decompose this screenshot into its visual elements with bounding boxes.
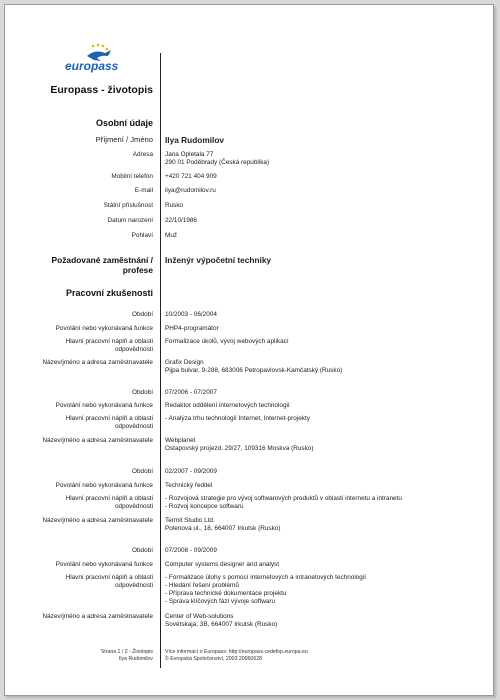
duties-label xyxy=(5,415,153,431)
employer-label: Název/jméno a adresa zaměstnavatele xyxy=(42,437,153,444)
address-value xyxy=(165,151,485,167)
duties-label-line: odpovědnosti xyxy=(114,423,153,430)
employer-name: Termit Studio Ltd. xyxy=(165,517,215,524)
employer-value xyxy=(165,437,485,453)
section-experience-title: Pracovní zkušenosti xyxy=(65,288,153,298)
dob-label: Datum narození xyxy=(107,217,153,224)
gender-label: Pohlaví xyxy=(131,232,153,239)
duties-value xyxy=(165,574,485,606)
duty-item: - Příprava technické dokumentace projektu xyxy=(165,590,287,597)
footer-copyright-text: © Evropská Společenství, 2003 20060628 xyxy=(165,656,262,662)
duties-label xyxy=(5,495,153,511)
desired-position-value: Inženýr výpočetní techniky xyxy=(165,255,272,265)
period-label: Období xyxy=(132,547,153,554)
mobile-label: Mobilní telefon xyxy=(111,173,153,180)
duty-item: - Analýza trhu technologií Internet, Internet-projekty xyxy=(165,415,310,422)
email-value: ilya@rudomilov.ru xyxy=(165,187,216,194)
period-value: 07/2006 - 07/2007 xyxy=(165,389,217,396)
position-value: PHP4-programátor xyxy=(165,325,219,332)
duties-label-line: odpovědnosti xyxy=(114,346,153,353)
nationality-value: Rusko xyxy=(165,202,184,209)
footer-info-link: Více informací o Europass: http://europass.cedefop.europa.eu xyxy=(165,649,308,655)
employer-name: Webplanet xyxy=(165,437,196,444)
duty-item: - Rozvoj koncepce softwaru xyxy=(165,503,244,510)
employer-value xyxy=(165,517,485,533)
period-label: Období xyxy=(132,389,153,396)
nationality-label: Státní příslušnost xyxy=(103,202,153,209)
desired-label-line: Požadované zaměstnání / xyxy=(51,255,153,265)
employer-label: Název/jméno a adresa zaměstnavatele xyxy=(42,613,153,620)
section-personal-title: Osobní údaje xyxy=(95,118,153,128)
position-label: Povolání nebo vykonávaná funkce xyxy=(55,325,153,332)
address-line: 290 01 Poděbrady (Česká republika) xyxy=(165,159,270,166)
duties-value xyxy=(165,415,485,423)
duty-item: Formalizace úkolů, vývoj webových aplikací xyxy=(165,338,289,345)
employer-name: Grafix Design xyxy=(165,359,204,366)
duties-label-line: odpovědnosti xyxy=(114,582,153,589)
duty-item: - Správa klíčových fází vývoje softwaru xyxy=(165,598,276,605)
duties-value xyxy=(165,338,485,346)
column-divider xyxy=(160,53,161,668)
employer-address: Sovětskaja, 3B, 664007 Irkutsk (Rusko) xyxy=(165,621,278,628)
employer-name: Center of Web-solutions xyxy=(165,613,234,620)
position-value: Technický ředitel xyxy=(165,482,213,489)
period-value: 02/2007 - 09/2009 xyxy=(165,468,217,475)
email-label: E-mail xyxy=(134,187,153,194)
employer-label: Název/jméno a adresa zaměstnavatele xyxy=(42,517,153,524)
duties-label-line: Hlavní pracovní náplň a oblasti xyxy=(65,574,153,581)
europass-wordmark: europass xyxy=(65,59,119,73)
duties-label xyxy=(5,574,153,590)
position-label: Povolání nebo vykonávaná funkce xyxy=(55,402,153,409)
duty-item: - Rozvojová strategie pro vývoj softwarových produktů v oblasti internetu a intranetu xyxy=(165,495,402,502)
address-label: Adresa xyxy=(132,151,153,158)
position-label: Povolání nebo vykonávaná funkce xyxy=(55,561,153,568)
footer-page-info xyxy=(5,649,153,663)
duties-label-line: Hlavní pracovní náplň a oblasti xyxy=(65,415,153,422)
mobile-value: +420 721 404 909 xyxy=(165,173,217,180)
employer-address: Pijpa bulvar, 9-288, 683006 Petropavlovsk-Kamčatský (Rusko) xyxy=(165,367,343,374)
name-label: Příjmení / Jméno xyxy=(95,135,153,144)
name-value: Ilya Rudomilov xyxy=(165,135,225,145)
position-label: Povolání nebo vykonávaná funkce xyxy=(55,482,153,489)
period-label: Období xyxy=(132,311,153,318)
desired-label-line: profese xyxy=(122,265,153,275)
period-value: 07/2008 - 09/2009 xyxy=(165,547,217,554)
gender-value: Muž xyxy=(165,232,178,239)
employer-value xyxy=(165,359,485,375)
duties-label-line: odpovědnosti xyxy=(114,503,153,510)
duty-item: - Hledání řešení problémů xyxy=(165,582,239,589)
employer-value xyxy=(165,613,485,629)
europass-logo xyxy=(65,43,133,73)
dob-value: 22/10/1986 xyxy=(165,217,197,224)
period-label: Období xyxy=(132,468,153,475)
document-title: Europass - životopis xyxy=(50,84,153,96)
position-value: Redaktor oddělení internetových technologií xyxy=(165,402,290,409)
cv-page xyxy=(4,4,494,696)
desired-position-label xyxy=(5,255,153,275)
footer-copyright xyxy=(165,649,485,663)
employer-label: Název/jméno a adresa zaměstnavatele xyxy=(42,359,153,366)
address-line: Jana Opletala 77 xyxy=(165,151,214,158)
footer-author: Ilya Rudomilov xyxy=(118,656,153,662)
footer-page-number: Strana 1 / 2 - Životopis xyxy=(100,649,153,655)
duties-value xyxy=(165,495,485,511)
position-value: Computer systems designer and analyst xyxy=(165,561,280,568)
duties-label xyxy=(5,338,153,354)
employer-address: Polenova ul., 18, 664007 Irkutsk (Rusko) xyxy=(165,525,281,532)
period-value: 10/2003 - 06/2004 xyxy=(165,311,217,318)
duty-item: - Formalizace úlohy s pomocí internetových a intranetových technologií xyxy=(165,574,367,581)
duties-label-line: Hlavní pracovní náplň a oblasti xyxy=(65,338,153,345)
employer-address: Ostapovský projezd, 29/27, 109316 Moskva (Rusko) xyxy=(165,445,314,452)
duties-label-line: Hlavní pracovní náplň a oblasti xyxy=(65,495,153,502)
